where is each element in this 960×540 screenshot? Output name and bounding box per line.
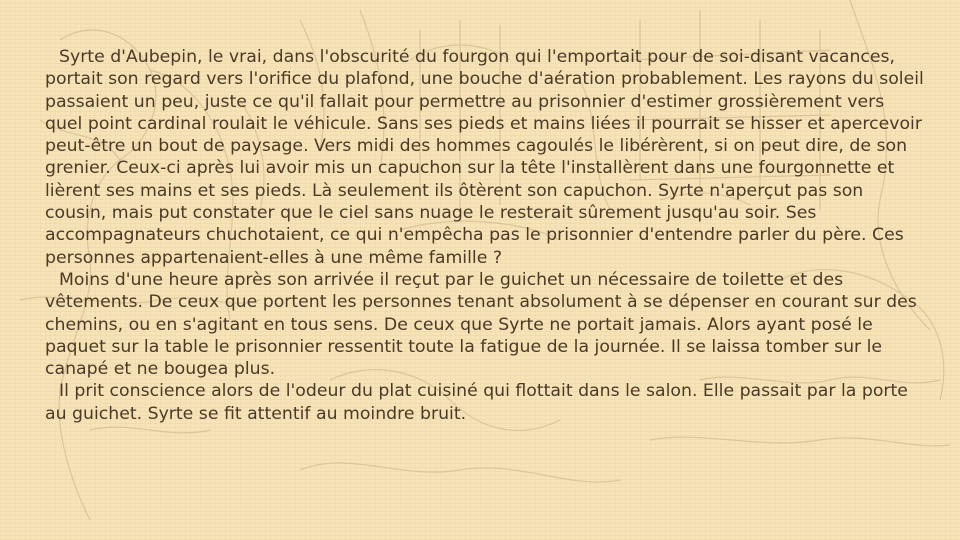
paragraph-1: Syrte d'Aubepin, le vrai, dans l'obscurité du fourgon qui l'emportait pour de soi-disant vacances, portait son regard vers l'orifice du plafond, une bouche d'aération probablement. Les rayons du soleil passaient un peu, juste ce qu'il fallait pour permettre au prisonnier d'estimer grossièrement vers quel point cardinal roulait le véhicule. Sans ses pieds et mains liées il pourrait se hisser et apercevoir peut-être un bout de paysage. Vers midi des hommes cagoulés le libérèrent, si on peut dire, de son grenier. Ceux-ci après lui avoir mis un capuchon sur la tête l'installèrent dans une fourgonnette et lièrent ses mains et ses pieds. Là seulement ils ôtèrent son capuchon. Syrte n'aperçut pas son cousin, mais put constater que le ciel sans nuage le resterait sûrement jusqu'au soir. Ses accompagnateurs chuchotaient, ce qui n'empêcha pas le prisonnier d'entendre parler du père. Ces personnes appartenaient-elles à une même famille ? <box>45 47 924 268</box>
story-text <box>45 46 925 425</box>
paragraph-3: Il prit conscience alors de l'odeur du plat cuisiné qui flottait dans le salon. Elle passait par la porte au guichet. Syrte se fit attentif au moindre bruit. <box>45 381 908 424</box>
paragraph-2: Moins d'une heure après son arrivée il reçut par le guichet un nécessaire de toilette et des vêtements. De ceux que portent les personnes tenant absolument à se dépenser en courant sur des chemins, ou en s'agitant en tous sens. De ceux que Syrte ne portait jamais. Alors ayant posé le paquet sur la table le prisonnier ressentit toute la fatigue de la journée. Il se laissa tomber sur le canapé et ne bougea plus. <box>45 269 917 380</box>
